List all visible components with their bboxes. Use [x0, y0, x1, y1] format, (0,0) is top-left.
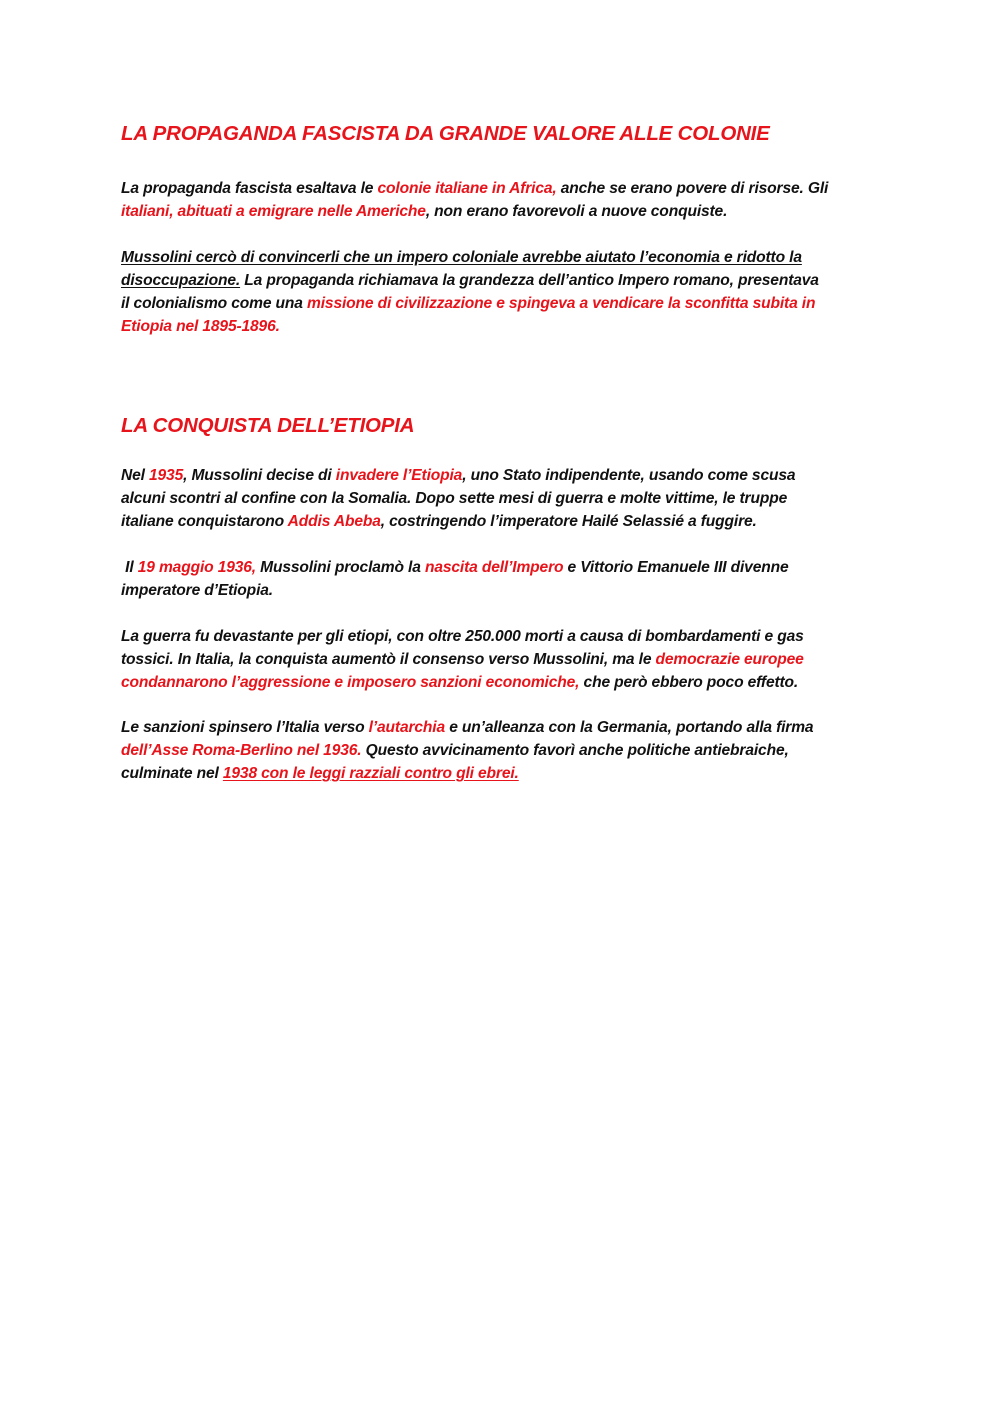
section-title-etiopia: LA CONQUISTA DELL’ETIOPIA [121, 414, 415, 437]
highlight-text: democrazie europee [655, 651, 804, 668]
highlight-text: nascita dell’Impero [424, 559, 564, 576]
highlight-text: l’autarchia [368, 719, 446, 736]
text-line [121, 762, 881, 785]
section-title-propaganda: LA PROPAGANDA FASCISTA DA GRANDE VALORE ALLE COLONIE [121, 122, 770, 145]
highlight-text: Etiopia nel 1895-1896. [121, 318, 280, 335]
text-line: imperatore d’Etiopia. [121, 582, 273, 599]
text-span: tossici. In Italia, la conquista aumentò il consenso verso Mussolini, ma le [121, 651, 656, 668]
text-span: italiane conquistarono [121, 513, 288, 530]
text-span: e un’alleanza con la Germania, portando alla firma [445, 719, 814, 736]
text-span: Nel [121, 467, 149, 484]
highlight-text: missione di civilizzazione e spingeva a vendicare la sconfitta subita in [307, 295, 816, 312]
text-line [121, 648, 881, 671]
text-span: , Mussolini decise di [183, 467, 336, 484]
text-span: Questo avvicinamento favorì anche politiche antiebraiche, [361, 742, 789, 759]
text-line [121, 510, 881, 533]
text-line: alcuni scontri al confine con la Somalia. Dopo sette mesi di guerra e molte vittime, le truppe [121, 490, 788, 507]
paragraph-invasione [121, 464, 881, 533]
highlight-text: colonie italiane in Africa, [377, 180, 557, 197]
highlight-text: 1935 [149, 467, 184, 484]
paragraph-sanzioni [121, 716, 881, 785]
text-line [121, 177, 881, 200]
text-span: Il [121, 559, 138, 576]
text-span: , non erano favorevoli a nuove conquiste. [425, 203, 728, 220]
text-span: Mussolini proclamò la [255, 559, 425, 576]
text-line [121, 556, 881, 579]
paragraph-propaganda-intro [121, 177, 881, 223]
highlight-text: condannarono l’aggressione e imposero sanzioni economiche, [121, 674, 580, 691]
text-line: La guerra fu devastante per gli etiopi, con oltre 250.000 morti a causa di bombardamenti e gas [121, 628, 804, 645]
paragraph-mussolini-colonial [121, 246, 881, 338]
highlight-underlined-text: 1938 con le leggi razziali contro gli ebrei. [222, 765, 519, 782]
text-line [121, 671, 881, 694]
highlight-text: dell’Asse Roma-Berlino nel 1936. [121, 742, 362, 759]
text-span: e Vittorio Emanuele III divenne [563, 559, 789, 576]
highlight-text: Addis Abeba [287, 513, 381, 530]
text-line [121, 716, 881, 739]
text-span: Le sanzioni spinsero l’Italia verso [121, 719, 369, 736]
highlight-text: invadere l’Etiopia [335, 467, 463, 484]
text-span: il colonialismo come una [121, 295, 308, 312]
underlined-text: Mussolini cercò di convincerli che un impero coloniale avrebbe aiutato l’economia e ridotto la [121, 249, 802, 266]
text-span: , costringendo l’imperatore Hailé Selassié a fuggire. [380, 513, 757, 530]
highlight-text: 19 maggio 1936, [137, 559, 256, 576]
text-span: che però ebbero poco effetto. [579, 674, 799, 691]
paragraph-guerra [121, 625, 881, 694]
text-span: , uno Stato indipendente, usando come scusa [462, 467, 796, 484]
text-span: La propaganda fascista esaltava le [121, 180, 378, 197]
underlined-text: disoccupazione. [121, 272, 241, 289]
paragraph-impero [121, 556, 881, 602]
text-line [121, 739, 881, 762]
text-span: La propaganda richiamava la grandezza dell’antico Impero romano, presentava [240, 272, 819, 289]
text-line [121, 292, 881, 315]
text-line [121, 200, 881, 223]
highlight-text: italiani, abituati a emigrare nelle Americhe [121, 203, 426, 220]
text-span: anche se erano povere di risorse. Gli [556, 180, 829, 197]
text-span: culminate nel [121, 765, 223, 782]
text-line [121, 269, 881, 292]
text-line [121, 464, 881, 487]
